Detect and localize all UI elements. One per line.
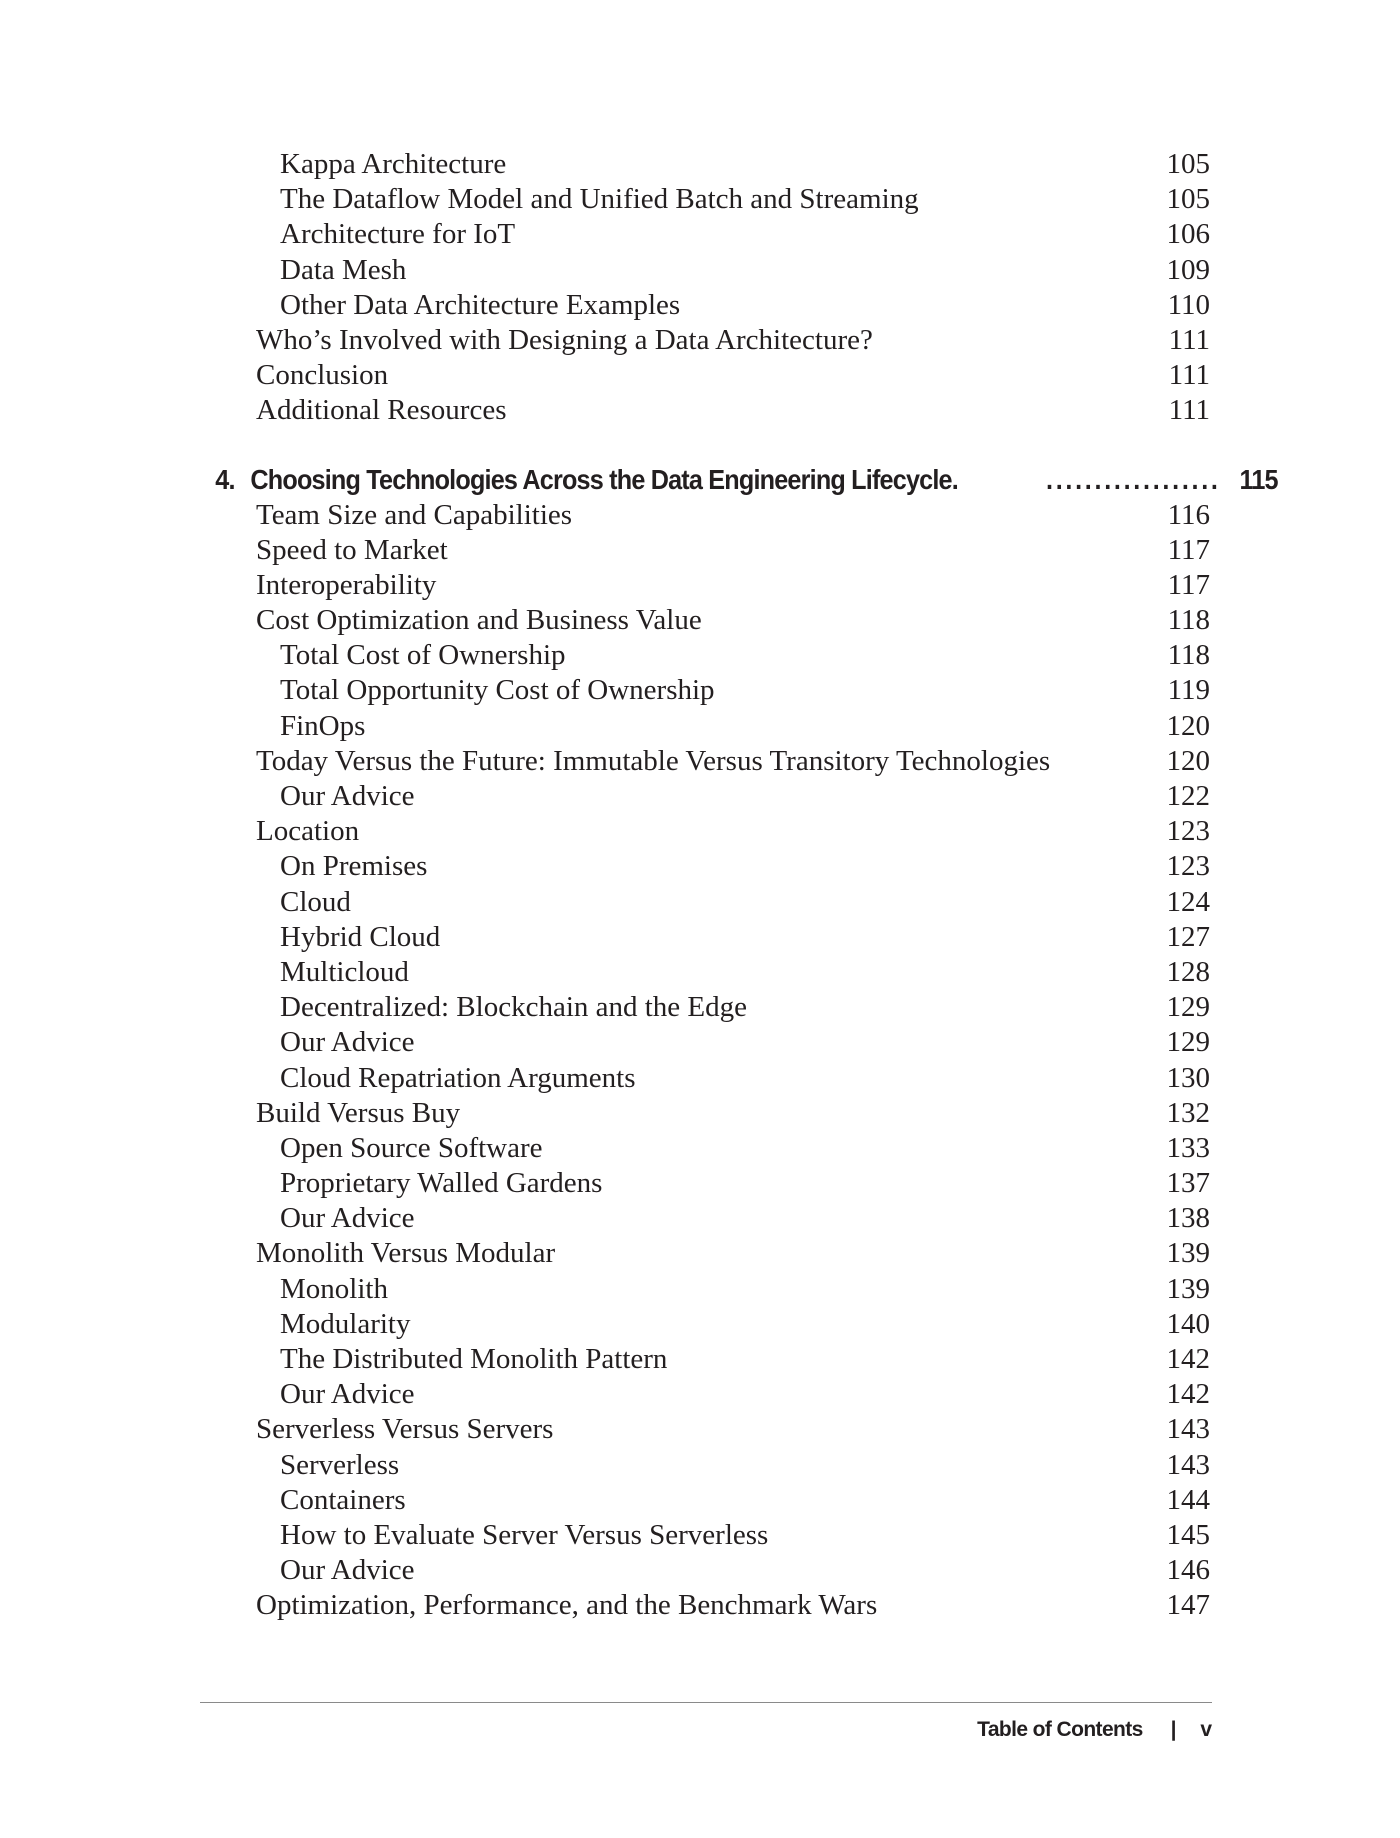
toc-entry[interactable] [200,1272,1212,1307]
toc-entry-page-number: 138 [1166,1202,1210,1235]
toc-entry-title: Interoperability [256,568,437,601]
toc-entry-page-number: 143 [1166,1448,1210,1481]
toc-entry-page-number: 124 [1166,885,1210,918]
toc-entry[interactable] [200,182,1212,217]
toc-entry-title: Location [256,815,360,848]
toc-entry-page-number: 137 [1166,1167,1210,1200]
toc-entry-page-number: 139 [1166,1237,1210,1270]
toc-entry[interactable] [200,1553,1212,1588]
toc-entry-page-number: 105 [1166,183,1210,216]
toc-entry-title: Architecture for IoT [280,218,516,251]
toc-entry[interactable] [200,533,1212,568]
toc-entry-title: FinOps [280,709,366,742]
toc-entry-title: Multicloud [280,955,409,988]
toc-entry-title: Who’s Involved with Designing a Data Architecture? [256,323,873,356]
toc-entry[interactable] [200,1166,1212,1201]
toc-entry[interactable] [200,1061,1212,1096]
toc-entry[interactable] [200,1342,1212,1377]
toc-entry[interactable] [200,1588,1212,1623]
toc-entry-title: Optimization, Performance, and the Benchmark Wars [256,1589,878,1622]
page-footer [977,1710,1212,1750]
toc-entry-title: Kappa Architecture [280,148,507,180]
toc-entry-page-number: 123 [1166,850,1210,883]
toc-entry[interactable] [200,253,1212,288]
toc-entry-page-number: 142 [1166,1343,1210,1375]
toc-entry-page-number: 123 [1166,815,1210,848]
toc-entry-title: Cloud Repatriation Arguments [280,1061,636,1094]
toc-entry-title: Team Size and Capabilities [256,498,573,531]
toc-entry-title: Other Data Architecture Examples [280,288,681,321]
toc-entry-page-number: 127 [1166,920,1210,953]
toc-entry-page-number: 139 [1166,1272,1210,1305]
toc-entry-title: Hybrid Cloud [280,920,441,953]
toc-entry[interactable] [200,1307,1212,1342]
toc-entry[interactable] [200,393,1212,428]
toc-entry-page-number: 105 [1166,148,1210,180]
toc-entry-page-number: 132 [1166,1096,1210,1129]
toc-entry-page-number: 116 [1167,498,1210,531]
toc-entry-page-number: 133 [1166,1131,1210,1164]
chapter-spacer [200,429,1212,462]
toc-entry-page-number: 147 [1166,1589,1210,1622]
toc-entry[interactable] [200,779,1212,814]
toc-entry[interactable] [200,1483,1212,1518]
table-of-contents [200,147,1278,1624]
toc-entry-title: Containers [280,1483,406,1516]
chapter-heading[interactable] [200,462,1278,498]
toc-entry[interactable] [200,885,1212,920]
toc-entry-page-number: 111 [1168,394,1210,427]
toc-entry-page-number: 146 [1166,1554,1210,1587]
toc-entry[interactable] [200,498,1212,533]
toc-entry[interactable] [200,358,1212,393]
toc-entry[interactable] [200,990,1212,1025]
chapter-number: 4. [215,463,235,495]
toc-entry-page-number: 118 [1167,604,1210,637]
toc-entry-title: Build Versus Buy [256,1096,461,1129]
toc-entries-chapter-4 [200,498,1212,1624]
toc-entry-page-number: 120 [1166,744,1210,777]
toc-entry-title: The Distributed Monolith Pattern [280,1343,668,1375]
toc-entry[interactable] [200,1236,1212,1271]
toc-entry[interactable] [200,603,1212,638]
toc-entry-page-number: 128 [1166,955,1210,988]
toc-entry-title: Cloud [280,885,351,918]
toc-entry[interactable] [200,1201,1212,1236]
toc-entry-page-number: 129 [1166,991,1210,1024]
toc-entry[interactable] [200,1448,1212,1483]
toc-entry-title: Monolith [280,1272,388,1305]
toc-entry-page-number: 109 [1166,253,1210,286]
toc-entry-title: Modularity [280,1307,411,1340]
toc-entry[interactable] [200,1131,1212,1166]
toc-entry[interactable] [200,323,1212,358]
toc-entry[interactable] [200,709,1212,744]
toc-entry-page-number: 129 [1166,1026,1210,1059]
toc-entry-title: On Premises [280,850,428,883]
toc-entry[interactable] [200,955,1212,990]
toc-entry-page-number: 145 [1166,1518,1210,1551]
toc-entry-page-number: 118 [1167,639,1210,672]
toc-entry-page-number: 122 [1166,780,1210,812]
toc-entry-page-number: 111 [1168,359,1210,392]
footer-separator: | [1170,1718,1177,1741]
toc-entry-page-number: 111 [1168,323,1210,356]
toc-entry-page-number: 144 [1166,1483,1210,1516]
chapter-page-number: 115 [1239,463,1278,495]
toc-entry[interactable] [200,638,1212,673]
toc-entry[interactable] [200,288,1212,323]
toc-entry-title: Serverless [280,1448,400,1481]
toc-entry-title: Speed to Market [256,533,448,566]
toc-entry[interactable] [200,673,1212,708]
toc-entry-title: Our Advice [280,780,415,812]
toc-entry-title: The Dataflow Model and Unified Batch and Streaming [280,183,919,216]
toc-entry[interactable] [200,1096,1212,1131]
toc-entry-title: How to Evaluate Server Versus Serverless [280,1518,769,1551]
toc-entry-page-number: 140 [1166,1307,1210,1340]
toc-entry-title: Serverless Versus Servers [256,1413,554,1446]
toc-entry[interactable] [200,814,1212,849]
toc-entry-page-number: 110 [1167,288,1210,321]
toc-entry-title: Our Advice [280,1202,415,1235]
toc-entry[interactable] [200,1412,1212,1447]
footer-divider [200,1702,1212,1703]
toc-entry-page-number: 117 [1167,533,1210,566]
toc-entry[interactable] [200,147,1212,182]
toc-entry-title: Total Opportunity Cost of Ownership [280,674,715,707]
toc-entry-page-number: 106 [1166,218,1210,251]
toc-entry[interactable] [200,920,1212,955]
toc-entry-page-number: 142 [1166,1378,1210,1411]
toc-entry[interactable] [200,1518,1212,1553]
toc-entry-title: Conclusion [256,359,389,392]
chapter-title: Choosing Technologies Across the Data Engineering Lifecycle. [250,463,958,495]
toc-entry[interactable] [200,568,1212,603]
toc-entry-page-number: 143 [1166,1413,1210,1446]
toc-entry[interactable] [200,849,1212,884]
toc-entry-title: Our Advice [280,1026,415,1059]
toc-entry-page-number: 120 [1166,709,1210,742]
toc-entry-title: Monolith Versus Modular [256,1237,556,1270]
toc-entries-chapter-3 [200,147,1212,429]
toc-entry-title: Cost Optimization and Business Value [256,604,702,637]
toc-entry-title: Open Source Software [280,1131,543,1164]
toc-entry-title: Total Cost of Ownership [280,639,566,672]
toc-entry-title: Our Advice [280,1554,415,1587]
toc-entry[interactable] [200,217,1212,252]
running-footer-title: Table of Contents [977,1718,1143,1741]
toc-entry-title: Data Mesh [280,253,407,286]
toc-entry-title: Decentralized: Blockchain and the Edge [280,991,748,1024]
toc-entry-title: Additional Resources [256,394,507,427]
toc-entry-title: Today Versus the Future: Immutable Versus Transitory Technologies [256,744,1051,777]
toc-entry-page-number: 130 [1166,1061,1210,1094]
toc-entry-page-number: 117 [1167,568,1210,601]
toc-entry[interactable] [200,744,1212,779]
toc-entry-title: Proprietary Walled Gardens [280,1167,603,1200]
toc-entry[interactable] [200,1025,1212,1060]
chapter-leader-dots: .................. [1046,463,1221,495]
toc-entry-title: Our Advice [280,1378,415,1411]
toc-entry[interactable] [200,1377,1212,1412]
toc-entry-page-number: 119 [1167,674,1210,707]
folio-page-number: v [1200,1718,1212,1741]
